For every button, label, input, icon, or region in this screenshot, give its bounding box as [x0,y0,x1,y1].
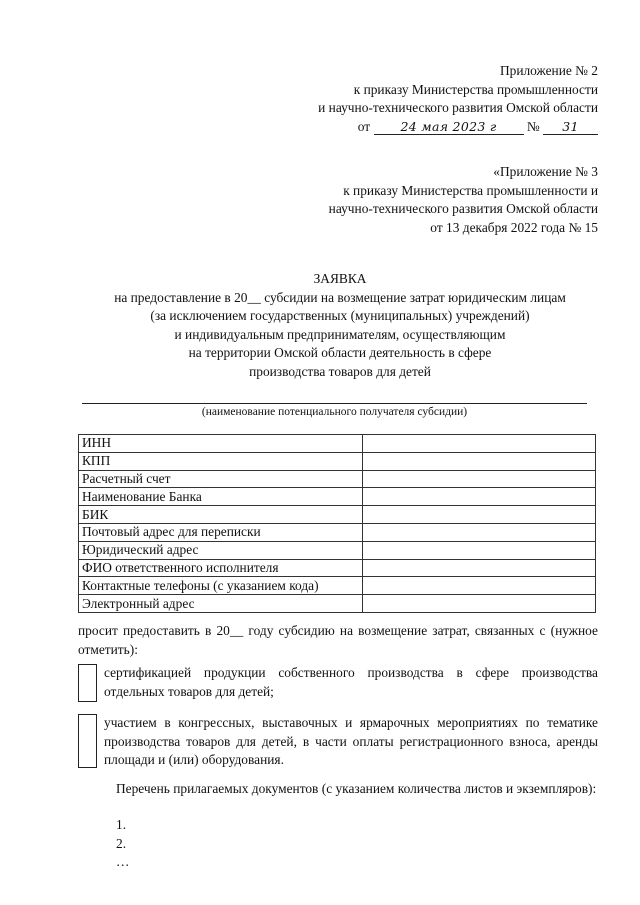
requisite-value-field[interactable] [363,488,596,506]
requisite-label: КПП [79,452,363,470]
document-heading: ЗАЯВКА [313,271,367,286]
handwritten-number: 31 [543,119,598,135]
requisite-row [79,506,596,524]
requisite-value-field[interactable] [363,506,596,524]
requisite-value-field[interactable] [363,452,596,470]
previous-order-reference: к приказу Министерства промышленности и [343,182,598,198]
option-certification-text: сертификацией продукции собственного производства в сфере производства отдельных товаров для детей; [104,665,598,699]
documents-list-item: 1. [116,817,127,832]
option-checkbox-certification[interactable] [78,664,97,702]
request-paragraph: просит предоставить в 20__ году субсидию на возмещение затрат, связанных с (нужное отметить): [78,623,598,657]
appendix-number: Приложение № 2 [499,63,598,78]
requisite-value-field[interactable] [363,523,596,541]
requisite-value-field[interactable] [363,470,596,488]
requisite-value-field[interactable] [363,577,596,595]
number-prefix: № [526,118,540,134]
previous-order-date: от 13 декабря 2022 года № 15 [430,219,598,235]
requisite-row [79,435,596,453]
requisite-label: ИНН [79,435,363,453]
documents-list-item: … [116,854,130,870]
requisite-row [79,577,596,595]
title-line-4: на территории Омской области деятельность в сфере [188,345,492,361]
title-line-3: и индивидуальным предпринимателям, осуществляющим [174,326,506,342]
requisite-label: БИК [79,506,363,524]
appendix-header [318,62,598,136]
requisite-row [79,470,596,488]
documents-paragraph: Перечень прилагаемых документов (с указанием количества листов и экземпляров): [116,781,597,796]
requisite-value-field[interactable] [363,541,596,559]
documents-list-item: 2. [116,835,127,851]
requisite-row [79,541,596,559]
requisite-label: Юридический адрес [79,541,363,559]
recipient-caption: (наименование потенциального получателя субсидии) [201,406,468,418]
handwritten-date: 24 мая 2023 г [374,119,524,135]
option-checkbox-exhibitions[interactable] [78,714,97,768]
requisite-label: Электронный адрес [79,595,363,613]
previous-appendix-header [329,163,598,237]
date-prefix: от [357,118,371,134]
ministry-name: и научно-технического развития Омской области [318,100,598,116]
title-line-2: (за исключением государственных (муниципальных) учреждений) [150,308,530,324]
order-reference: к приказу Министерства промышленности [353,81,598,97]
requisite-row [79,595,596,613]
requisite-value-field[interactable] [363,435,596,453]
recipient-name-line[interactable] [82,403,587,404]
option-exhibitions-text: участием в конгрессных, выставочных и ярмарочных мероприятиях по тематике производства товаров для детей, в части оплаты регистрационного взноса, аренды площади и (или) оборудования. [104,715,598,768]
application-title [60,270,620,382]
previous-appendix-number: «Приложение № 3 [493,164,598,179]
requisite-row [79,523,596,541]
order-date-line [318,118,598,137]
requisite-label: Расчетный счет [79,470,363,488]
requisite-value-field[interactable] [363,559,596,577]
requisite-label: Контактные телефоны (с указанием кода) [79,577,363,595]
previous-ministry-name: научно-технического развития Омской области [328,201,598,217]
requisite-label: Почтовый адрес для переписки [79,523,363,541]
requisite-value-field[interactable] [363,595,596,613]
requisite-row [79,488,596,506]
requisite-label: Наименование Банка [79,488,363,506]
requisite-row [79,452,596,470]
documents-list [116,816,129,872]
requisites-table [78,434,596,613]
requisite-row [79,559,596,577]
title-line-5: производства товаров для детей [249,363,431,379]
requisite-label: ФИО ответственного исполнителя [79,559,363,577]
title-line-1: на предоставление в 20__ субсидии на возмещение затрат юридическим лицам [114,289,566,305]
